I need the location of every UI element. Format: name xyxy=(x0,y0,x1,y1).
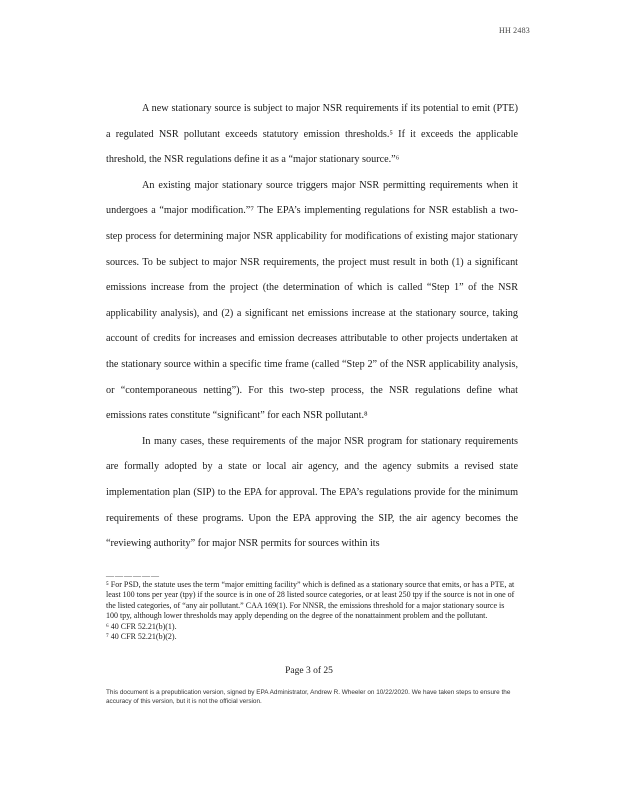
paragraph-3: In many cases, these requirements of the major NSR program for stationary requirements are formally adopted by a state or local air agency, and the agency submits a revised state implementation plan (SIP) to the EPA for approval. The EPA’s regulations provide for the minimum requirements of these programs. Upon the EPA approving the SIP, the air agency becomes the “reviewing authority” for major NSR permits for sources within its xyxy=(106,435,518,550)
footnote-separator: —————— xyxy=(106,571,160,580)
footnote-7: ⁷ 40 CFR 52.21(b)(2). xyxy=(106,632,177,642)
footnote-6: ⁶ 40 CFR 52.21(b)(1). xyxy=(106,621,177,631)
document-id: HH 2483 xyxy=(499,26,530,35)
footnotes xyxy=(106,580,518,642)
page-number: Page 3 of 25 xyxy=(285,666,333,676)
paragraph-2: An existing major stationary source triggers major NSR permitting requirements when it undergoes a “major modification.”⁷ The EPA’s implementing regulations for NSR establish a two-step process for determining major NSR applicability for modifications of existing major stationary sources. To be subject to major NSR requirements, the project must result in both (1) a significant emissions increase from the project (the determination of which is called “Step 1” of the NSR applicability analysis), and (2) a significant net emissions increase at the stationary source, taking account of credits for increases and emission decreases attributable to other projects undertaken at the stationary source within a specific time frame (called “Step 2” of the NSR applicability analysis, or “contemporaneous netting”). For this two-step process, the NSR regulations define what emissions rates constitute “significant” for each NSR pollutant.⁸ xyxy=(106,179,518,422)
prepublication-disclaimer: This document is a prepublication version, signed by EPA Administrator, Andrew R. Wheeler on 10/22/2020. We have taken steps to ensure the accuracy of this version, but it is not the official version. xyxy=(106,689,511,705)
footnote-5: ⁵ For PSD, the statute uses the term “major emitting facility” which is defined as a stationary source that emits, or has a PTE, at least 100 tons per year (tpy) if the source is in one of 28 listed source categories, or at least 250 tpy if the source is not in one of the listed categories, of “any air pollutant.” CAA 169(1). For NNSR, the emissions threshold for a major stationary source is 100 tpy, although lower thresholds may apply depending on the degree of the nonattainment problem and the pollutant. xyxy=(106,580,515,621)
paragraph-1: A new stationary source is subject to major NSR requirements if its potential to emit (PTE) a regulated NSR pollutant exceeds statutory emission thresholds.⁵ If it exceeds the applicable threshold, the NSR regulations define it as a “major stationary source.”⁶ xyxy=(106,103,518,166)
body-text xyxy=(106,96,518,557)
